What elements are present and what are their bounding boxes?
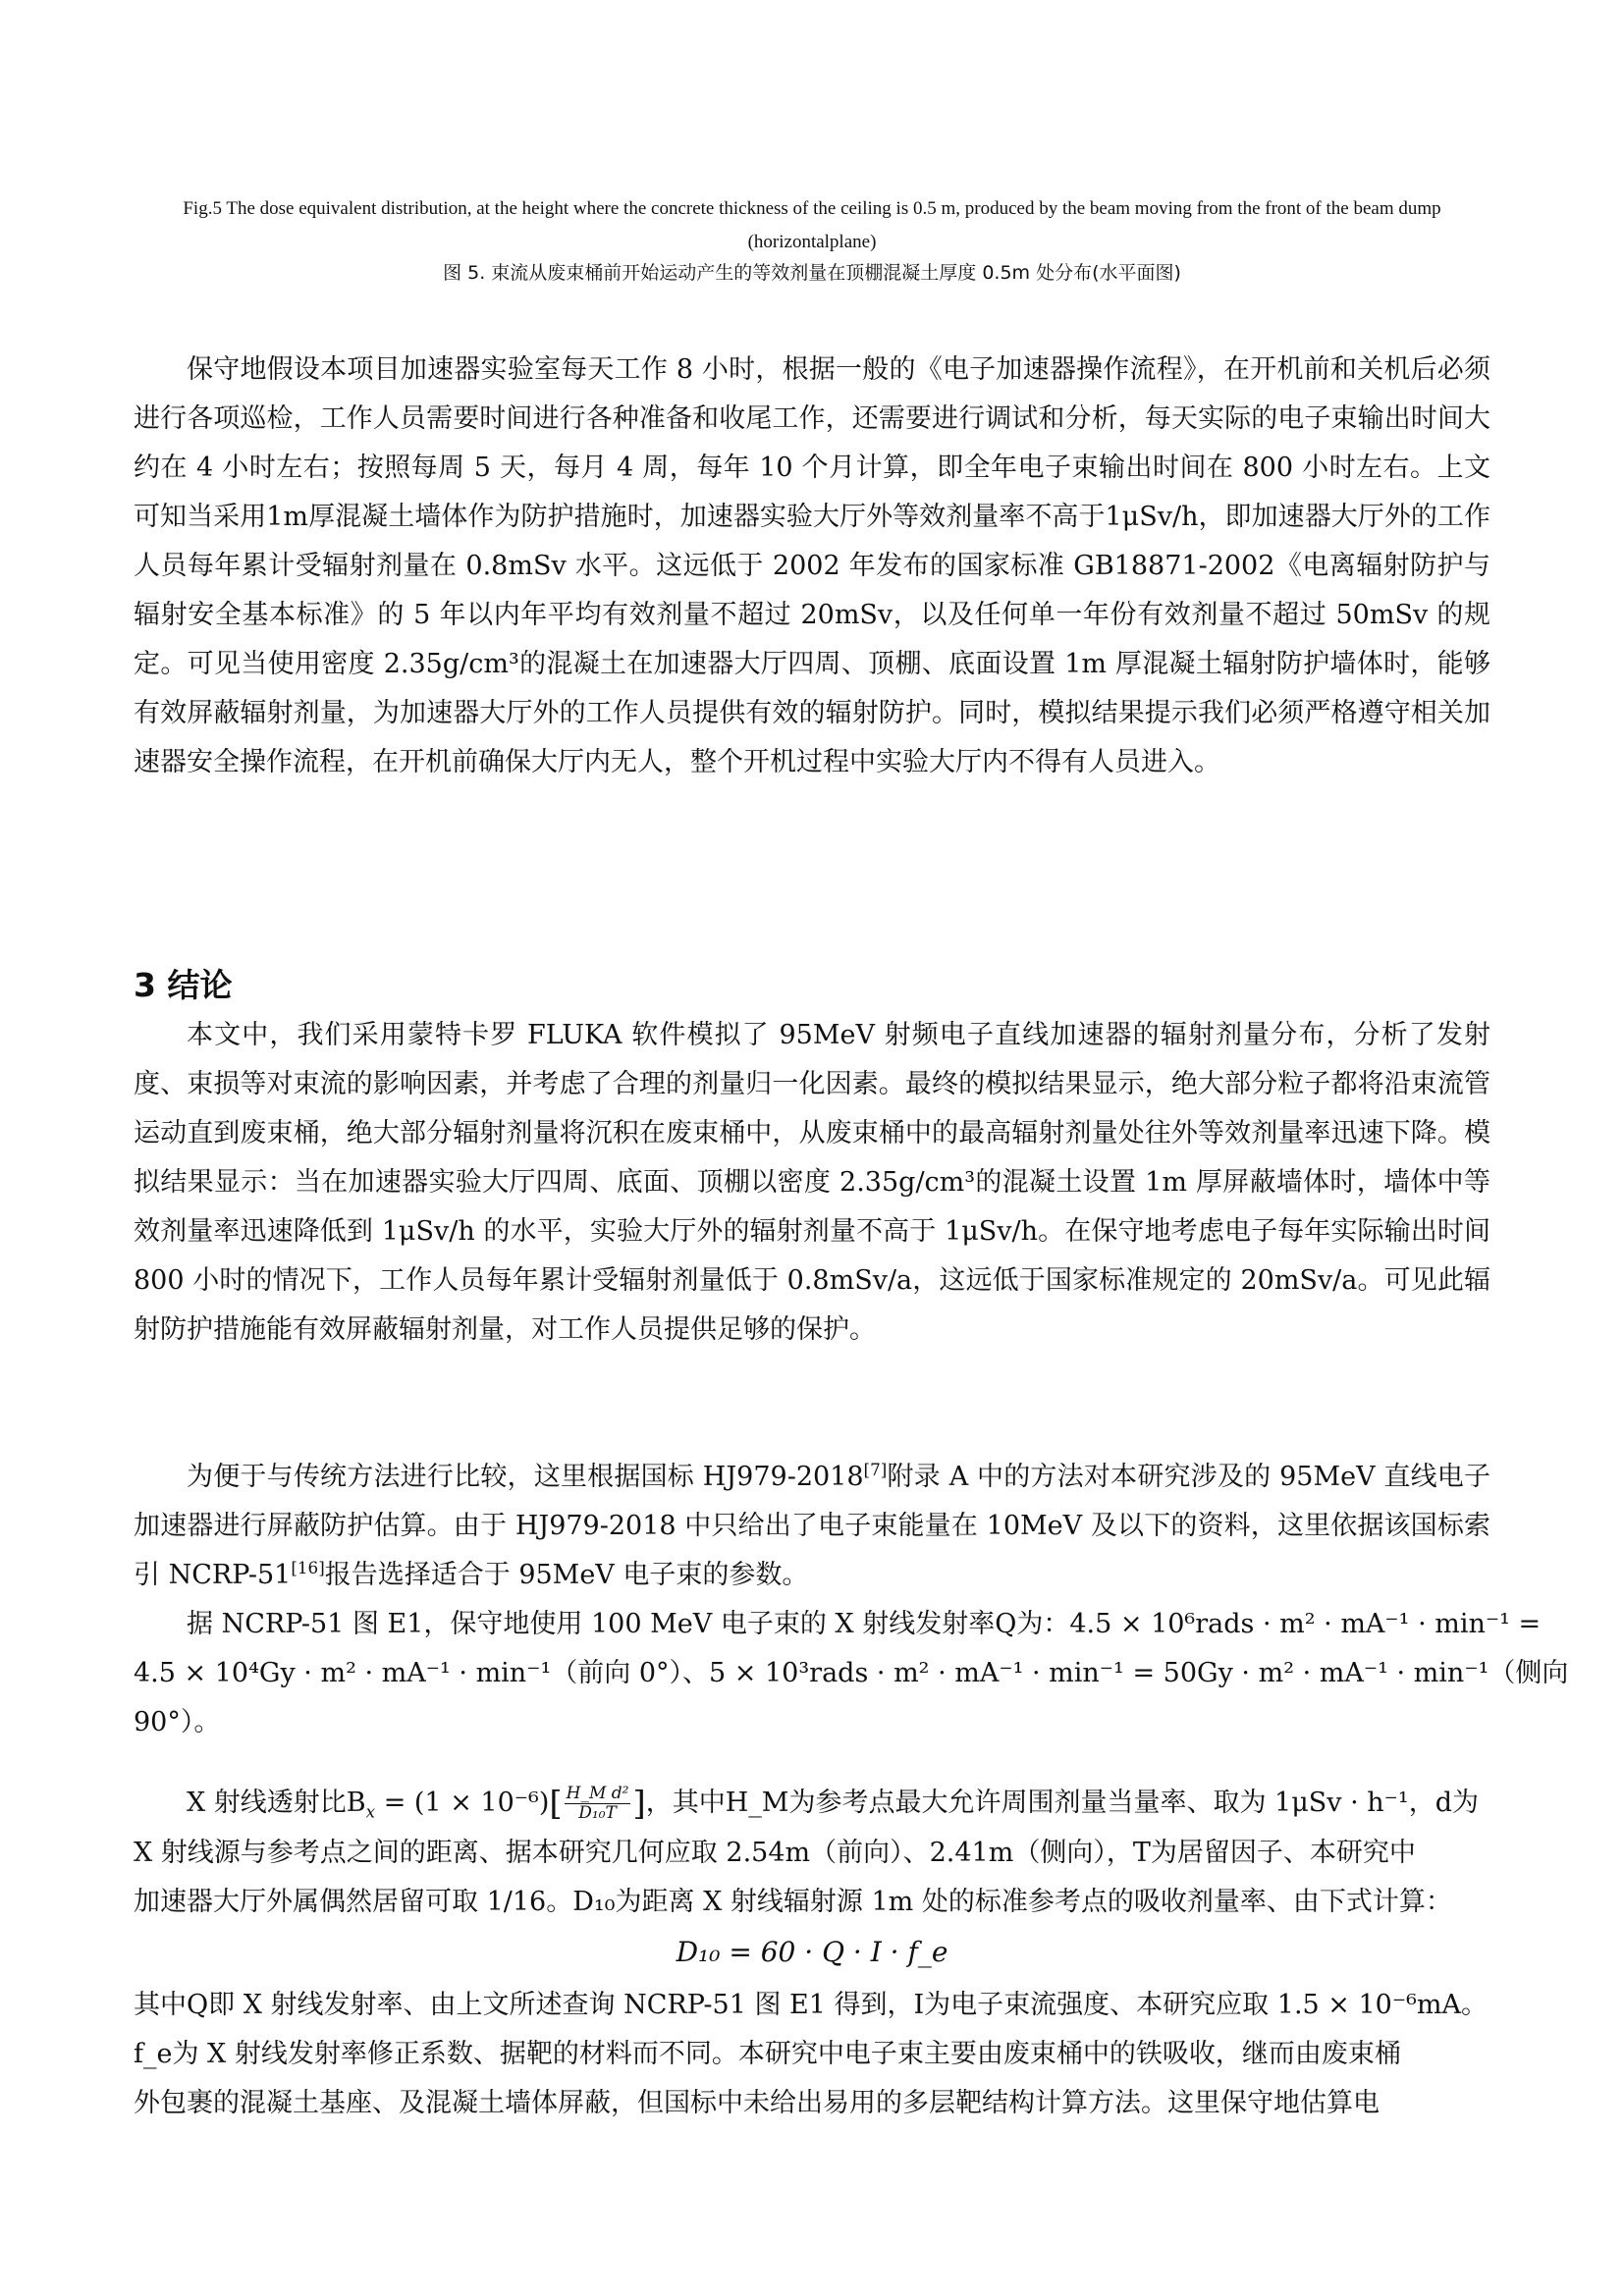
figure-caption-english: Fig.5 The dose equivalent distribution, at the height where the concrete thickness of the ceiling is 0.5 m, produced by the beam moving from the front of the beam dump (horizontalplane) — [183, 198, 1441, 252]
citation-ref-7: [7] — [863, 1460, 888, 1479]
text-line: f_e为 X 射线发射率修正系数、据靶的材料而不同。本研究中电子束主要由废束桶中的铁吸收，继而由废束桶 — [134, 2039, 1401, 2069]
fraction — [565, 1785, 631, 1823]
text-segment: 报告选择适合于 95MeV 电子束的参数。 — [324, 1560, 809, 1590]
bracket-open: [ — [549, 1784, 563, 1824]
text-line: 据 NCRP-51 图 E1，保守地使用 100 MeV 电子束的 X 射线发射率Q为：4.5 × 10⁶rads · m² · mA⁻¹ · min⁻¹ = — [187, 1609, 1542, 1639]
text-segment: 附录 A 中的方法对本研究涉及的 95MeV 直线电子加速器进行屏蔽防护估算。由于 HJ979-2018 中只给出了电子束能量在 10MeV 及以下的资料，这里依据该国标索引 NCRP-51 — [134, 1462, 1490, 1590]
bracket-close: ] — [632, 1784, 646, 1824]
paragraph-transmission-ratio — [134, 1779, 1490, 1927]
text-line: 外包裹的混凝土基座、及混凝土墙体屏蔽，但国标中未给出易用的多层靶结构计算方法。这里保守地估算电 — [134, 2088, 1380, 2118]
paragraph-standard-comparison — [134, 1453, 1490, 1600]
equation-d10: D₁₀ = 60 · Q · I · f_e — [676, 1936, 948, 1968]
paragraph-emission-rate — [134, 1600, 1569, 1747]
formula-prefix: = (1 × 10⁻⁶) — [375, 1788, 550, 1818]
text-line: 90°）。 — [134, 1707, 221, 1737]
fraction-denominator: D₁₀T — [578, 1803, 617, 1823]
subscript: x — [365, 1801, 376, 1822]
text-segment: ，其中H_M为参考点最大允许周围剂量当量率、取为 1μSv · h⁻¹，d为 — [645, 1788, 1479, 1818]
text-line: 加速器大厅外属偶然居留可取 1/16。D₁₀为距离 X 射线辐射源 1m 处的标准参考点的吸收剂量率、由下式计算： — [134, 1886, 1452, 1917]
figure-caption-chinese: 图 5. 束流从废束桶前开始运动产生的等效剂量在顶棚混凝土厚度 0.5m 处分布(水平面图) — [443, 262, 1181, 284]
paragraph-dose-assumption: 保守地假设本项目加速器实验室每天工作 8 小时，根据一般的《电子加速器操作流程》，在开机前和关机后必须进行各项巡检，工作人员需要时间进行各种准备和收尾工作，还需要进行调试和分析，每天实际的电子束输出时间大约在 4 小时左右；按照每周 5 天，每月 4 周，每年 10 个月计算，即全年电子束输出时间在 800 小时左右。上文可知当采用1m厚混凝土墙体作为防护措施时，加速器实验大厅外等效剂量率不高于1μSv/h，即加速器大厅外的工作人员每年累计受辐射剂量在 0.8mSv 水平。这远低于 2002 年发布的国家标准 GB18871-2002《电离辐射防护与辐射安全基本标准》的 5 年以内年平均有效剂量不超过 20mSv，以及任何单一年份有效剂量不超过 50mSv 的规定。可见当使用密度 2.35g/cm³的混凝土在加速器大厅四周、顶棚、底面设置 1m 厚混凝土辐射防护墙体时，能够有效屏蔽辐射剂量，为加速器大厅外的工作人员提供有效的辐射防护。同时，模拟结果提示我们必须严格遵守相关加速器安全操作流程，在开机前确保大厅内无人，整个开机过程中实验大厅内不得有人员进入。 — [134, 354, 1490, 777]
paragraph-conclusion: 本文中，我们采用蒙特卡罗 FLUKA 软件模拟了 95MeV 射频电子直线加速器的辐射剂量分布，分析了发射度、束损等对束流的影响因素，并考虑了合理的剂量归一化因素。最终的模拟结果显示，绝大部分粒子都将沿束流管运动直到废束桶，绝大部分辐射剂量将沉积在废束桶中，从废束桶中的最高辐射剂量处往外等效剂量率迅速下降。模拟结果显示：当在加速器实验大厅四周、底面、顶棚以密度 2.35g/cm³的混凝土设置 1m 厚屏蔽墙体时，墙体中等效剂量率迅速降低到 1μSv/h 的水平，实验大厅外的辐射剂量不高于 1μSv/h。在保守地考虑电子每年实际输出时间 800 小时的情况下，工作人员每年累计受辐射剂量低于 0.8mSv/a，这远低于国家标准规定的 20mSv/a。可见此辐射防护措施能有效屏蔽辐射剂量，对工作人员提供足够的保护。 — [134, 1020, 1490, 1345]
text-line — [134, 1779, 1490, 1829]
text-line: 4.5 × 10⁴Gy · m² · mA⁻¹ · min⁻¹（前向 0°）、5 × 10³rads · m² · mA⁻¹ · min⁻¹ = 50Gy · m² · mA⁻¹ · min⁻¹（侧向 — [134, 1658, 1569, 1688]
fraction-numerator: H_M d² — [566, 1784, 629, 1803]
text-segment: 为便于与传统方法进行比较，这里根据国标 HJ979-2018 — [187, 1462, 864, 1492]
citation-ref-16: [16] — [291, 1558, 325, 1577]
paragraph-variable-definitions — [134, 1981, 1490, 2128]
text-line: X 射线源与参考点之间的距离、据本研究几何应取 2.54m（前向）、2.41m（侧向），T为居留因子、本研究中 — [134, 1837, 1416, 1868]
text-line: 其中Q即 X 射线发射率、由上文所述查询 NCRP-51 图 E1 得到，I为电子束流强度、本研究应取 1.5 × 10⁻⁶mA。 — [134, 1990, 1489, 2020]
text-segment: X 射线透射比B — [187, 1788, 366, 1818]
section-heading-conclusion: 3 结论 — [134, 966, 233, 1004]
